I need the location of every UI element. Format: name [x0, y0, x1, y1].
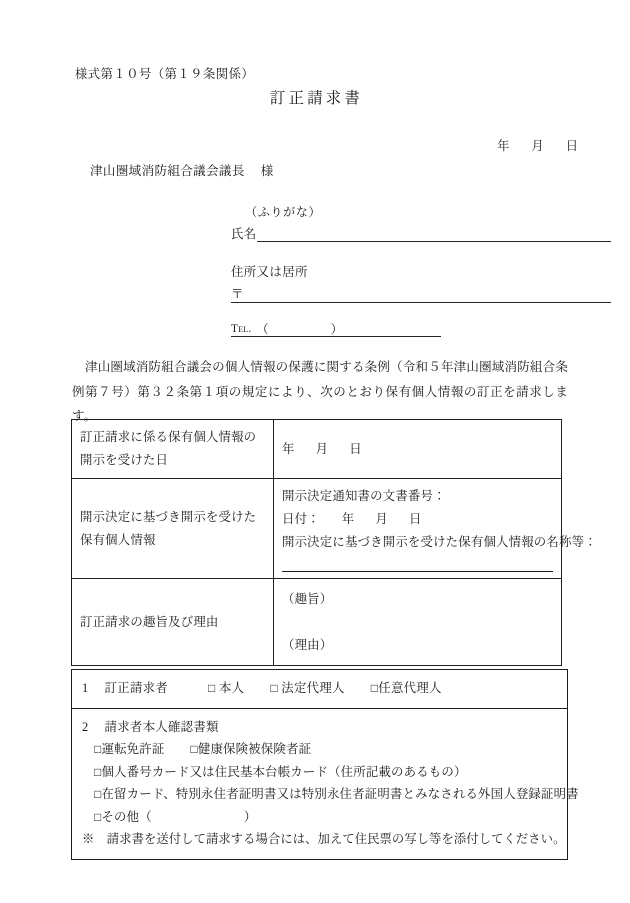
checkbox-health-insurance-label: 健康保険被保険者証 [197, 742, 312, 756]
postal-mark-label: 〒 [231, 287, 244, 301]
reason-label: （理由） [282, 637, 333, 652]
form-number: 様式第１０号（第１９条関係） [75, 67, 255, 81]
checkbox-mynumber-card[interactable]: □ [94, 764, 102, 779]
info-name-input-rule[interactable] [282, 557, 553, 572]
checkbox-other-close: ） [243, 809, 257, 824]
tel-close-paren: ） [330, 321, 343, 336]
item2-heading [82, 716, 557, 739]
name-input-rule[interactable] [257, 228, 611, 242]
body-paragraph: 津山圏域消防組合議会の個人情報の保護に関する条例（令和５年津山圏域消防組合条例第７号）第３２条第１項の規定により、次のとおり保有個人情報の訂正を請求します。 [72, 360, 568, 423]
year-label: 年 [282, 441, 295, 456]
checkbox-self-label: 本人 [218, 681, 245, 695]
row-value-disclosed-info[interactable] [274, 479, 597, 579]
address-input-rule[interactable] [244, 289, 611, 303]
checkbox-other[interactable]: □ [94, 809, 102, 824]
row-label-disclosed-info: 開示決定に基づき開示を受けた保有個人情報 [72, 479, 274, 579]
row-value-purpose-reason[interactable] [274, 579, 562, 666]
purpose-label: （趣旨） [282, 591, 333, 606]
identity-doc-line-2 [82, 761, 557, 784]
address-label: 住所又は居所 [231, 265, 308, 279]
postal-field-row [231, 288, 611, 303]
checkbox-voluntary-representative-label: 任意代理人 [378, 681, 442, 695]
info-name-label: 開示決定に基づき開示を受けた保有個人情報の名称等： [282, 535, 597, 549]
table-row [72, 420, 562, 479]
date-inline-group [282, 442, 362, 456]
date-line [497, 136, 578, 154]
doc-date-line [282, 508, 553, 531]
tel-label: Tel. [231, 322, 252, 335]
identity-doc-line-4 [82, 806, 557, 829]
furigana-label: （ふりがな） [245, 205, 322, 219]
request-details-table [71, 419, 597, 666]
row-value-disclosure-date[interactable] [274, 420, 562, 479]
table-row [72, 579, 562, 666]
identity-doc-line-1 [82, 738, 557, 761]
disclosed-info-lines [282, 485, 597, 554]
checkbox-health-insurance[interactable]: □ [190, 742, 198, 756]
submission-note: ※ 請求書を送付して請求する場合には、加えて住民票の写し等を添付してください。 [82, 832, 566, 846]
row-label-disclosure-date: 訂正請求に係る保有個人情報の開示を受けた日 [72, 420, 274, 479]
checkbox-voluntary-representative[interactable]: □ [370, 681, 379, 695]
tel-input-rule[interactable] [231, 322, 441, 337]
page-title: 訂正請求書 [270, 90, 363, 107]
item1-number: 1 [82, 681, 89, 695]
day-label: 日 [349, 441, 362, 456]
date-year-label: 年 [497, 139, 510, 153]
month-label: 月 [315, 441, 329, 456]
verification-box [71, 669, 579, 860]
item2-number: 2 [82, 719, 89, 734]
checkbox-mynumber-card-label: 個人番号カード又は住民基本台帳カード（住所記載のあるもの） [101, 764, 467, 779]
tel-open-paren: （ [256, 321, 269, 336]
date-day-label: 日 [565, 139, 578, 153]
checkbox-drivers-license[interactable]: □ [94, 742, 102, 756]
requester-type-line [82, 677, 557, 700]
addressee-honorific: 様 [260, 164, 274, 178]
doc-day-label: 日 [408, 512, 422, 526]
checkbox-legal-representative[interactable]: □ [270, 681, 278, 695]
checkbox-residence-card[interactable]: □ [94, 787, 102, 801]
addressee [90, 160, 274, 179]
checkbox-other-label: その他（ [101, 809, 152, 824]
doc-number-label: 開示決定通知書の文書番号： [282, 489, 446, 503]
checkbox-self[interactable]: □ [207, 681, 216, 695]
identity-documents-row [72, 708, 579, 859]
name-label: 氏名 [231, 227, 257, 242]
item2-label: 請求者本人確認書類 [104, 719, 219, 734]
doc-date-prefix: 日付： [282, 512, 320, 526]
table-row [72, 479, 562, 579]
addressee-name: 津山圏域消防組合議会議長 [90, 164, 245, 178]
purpose-reason-lines [282, 588, 553, 657]
checkbox-legal-representative-label: 法定代理人 [281, 681, 345, 695]
tel-field-row [231, 322, 441, 337]
row-label-purpose-reason: 訂正請求の趣旨及び理由 [72, 579, 274, 666]
checkbox-residence-card-label: 在留カード、特別永住者証明書又は特別永住者証明書とみなされる外国人登録証明書 [101, 787, 579, 801]
doc-month-label: 月 [375, 512, 388, 526]
requester-type-row [72, 670, 567, 708]
date-month-label: 月 [531, 139, 544, 153]
identity-doc-line-3 [82, 783, 579, 806]
doc-year-label: 年 [341, 512, 355, 526]
item1-label: 訂正請求者 [104, 681, 168, 695]
checkbox-drivers-license-label: 運転免許証 [101, 742, 165, 756]
name-field-row [231, 228, 611, 242]
